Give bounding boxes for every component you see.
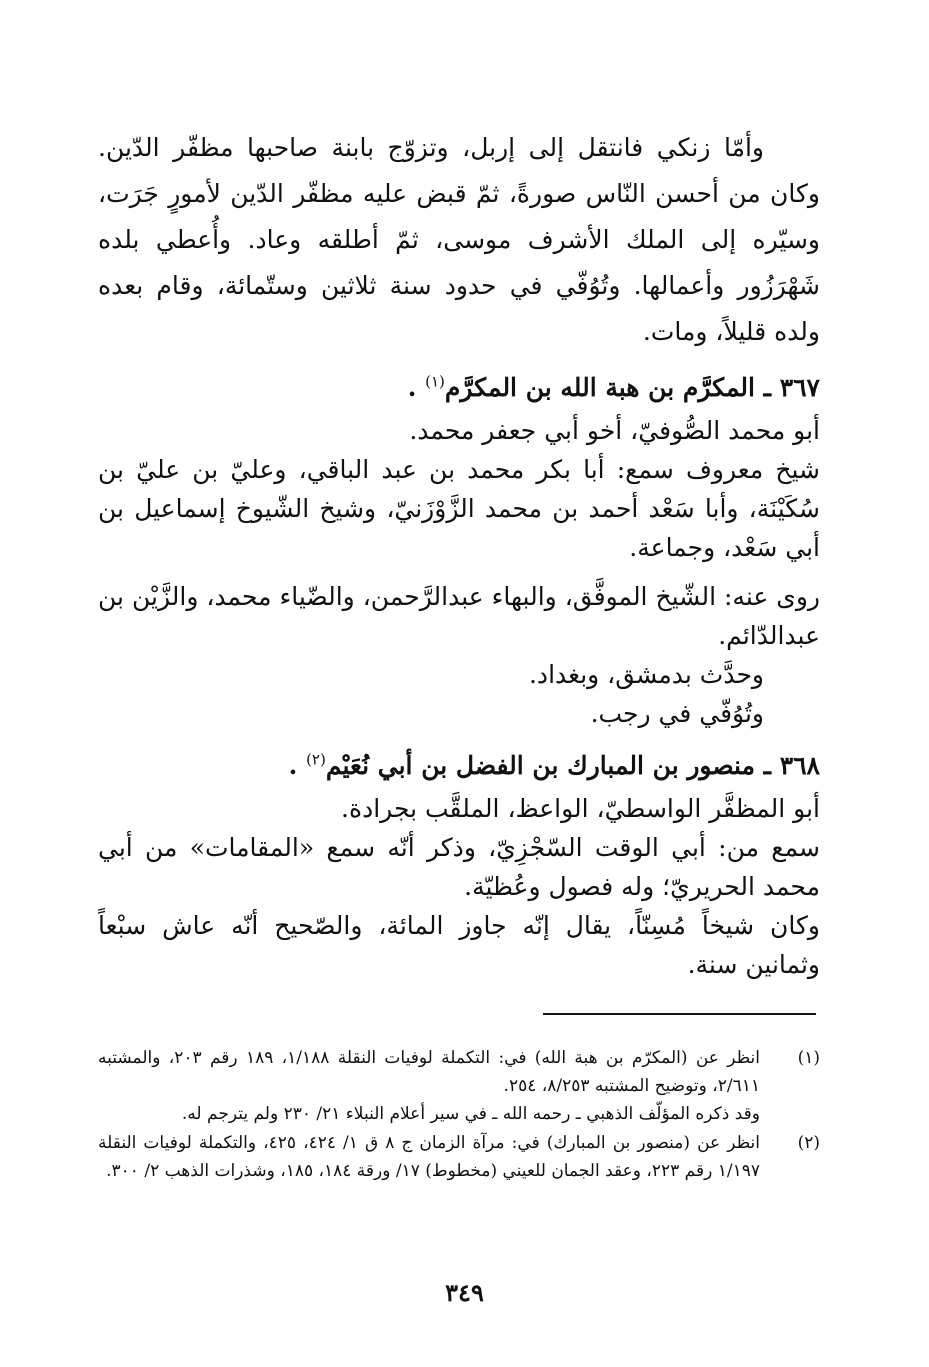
footnote-1-line: انظر عن (المكرّم بن هبة الله) في: التكملة لوفيات النقلة ١/١٨٨، ١٨٩ رقم ٢٠٣، والمشتبه ٢/٦١١، وتوضيح المشتبه ٨/٢٥٣، ٢٥٤. — [98, 1048, 760, 1096]
footnote-2 — [98, 1129, 820, 1185]
entry-368-kunya: أبو المظفَّر الواسطيّ، الواعظ، الملقَّب بجرادة. — [341, 794, 820, 823]
entry-368-title: ٣٦٨ ـ منصور بن المبارك بن الفضل بن أبي نُعَيْم — [325, 751, 820, 780]
paragraph-zanki: وأمّا زنكي فانتقل إلى إربل، وتزوّج بابنة صاحبها مظفّر الدّين. وكان من أحسن النّاس صورةً، ثمّ قبض عليه مظفّر الدّين لأمورٍ جَرَت، وسيّره إلى الملك الأشرف موسى، ثمّ أطلقه وعاد. وأُعطي بلده شَهْرَزُور وأعمالها. وتُوُفّي في حدود سنة ثلاثين وستّمائة، وقام بعده ولده قليلاً، ومات. — [98, 133, 820, 346]
footnote-separator — [543, 1013, 816, 1015]
footnote-1-number: (١) — [797, 1048, 820, 1068]
entry-367-death: وتُوُفّي في رجب. — [590, 699, 764, 728]
footnotes — [98, 1044, 820, 1186]
entry-367-heading — [98, 365, 820, 411]
entry-368-age: وكان شيخاً مُسِنّاً، يقال إنّه جاوز المائة، والصّحيح أنّه عاش سبْعاً وثمانين سنة. — [98, 911, 820, 979]
footnote-1 — [98, 1044, 820, 1128]
entry-368-heading-end: . — [288, 751, 307, 780]
entry-367-heard: شيخ معروف سمع: أبا بكر محمد بن عبد الباقي، وعليّ بن عليّ بن سُكَيْنَة، وأبا سَعْد أحمد بن محمد الزَّوْزَنيّ، وشيخ الشّيوخ إسماعيل بن أبي سَعْد، وجماعة. — [98, 455, 820, 562]
entry-367-narrated: روى عنه: الشّيخ الموفَّق، والبهاء عبدالرَّحمن، والضّياء محمد، والزَّيْن بن عبدالدّائم. — [98, 582, 820, 650]
entry-367-heading-end: . — [407, 373, 426, 402]
footnote-2-line: انظر عن (منصور بن المبارك) في: مرآة الزمان ج ٨ ق ١/ ٤٢٤، ٤٢٥، والتكملة لوفيات النقلة ١/١٩٧ رقم ٢٢٣، وعقد الجمان للعيني (مخطوط) ١٧/ ورقة ١٨٤، ١٨٥، وشذرات الذهب ٢/ ٣٠٠. — [98, 1133, 760, 1181]
footnote-ref-1: (١) — [425, 372, 445, 391]
main-text — [98, 125, 820, 984]
entry-368-heard: سمع من: أبي الوقت السّجْزِيّ، وذكر أنّه سمع «المقامات» من أبي محمد الحريريّ؛ وله فصول وعُظيّة. — [98, 833, 820, 901]
footnote-1-line: وقد ذكره المؤلّف الذهبي ـ رحمه الله ـ في سير أعلام النبلاء ٢١/ ٢٣٠ ولم يترجم له. — [181, 1104, 760, 1124]
footnote-ref-2: (٢) — [306, 750, 326, 769]
entry-368-heading — [98, 743, 820, 789]
page-number: ٣٤٩ — [445, 1278, 484, 1307]
footnote-1-body — [98, 1044, 760, 1128]
entry-367-lectured: وحدَّث بدمشق، وبغداد. — [528, 660, 764, 689]
entry-367-title: ٣٦٧ ـ المكرَّم بن هبة الله بن المكرَّم — [444, 373, 820, 402]
footnote-2-body — [98, 1129, 760, 1185]
entry-367-kunya: أبو محمد الصُّوفيّ، أخو أبي جعفر محمد. — [409, 416, 820, 445]
footnote-2-number: (٢) — [797, 1133, 820, 1153]
